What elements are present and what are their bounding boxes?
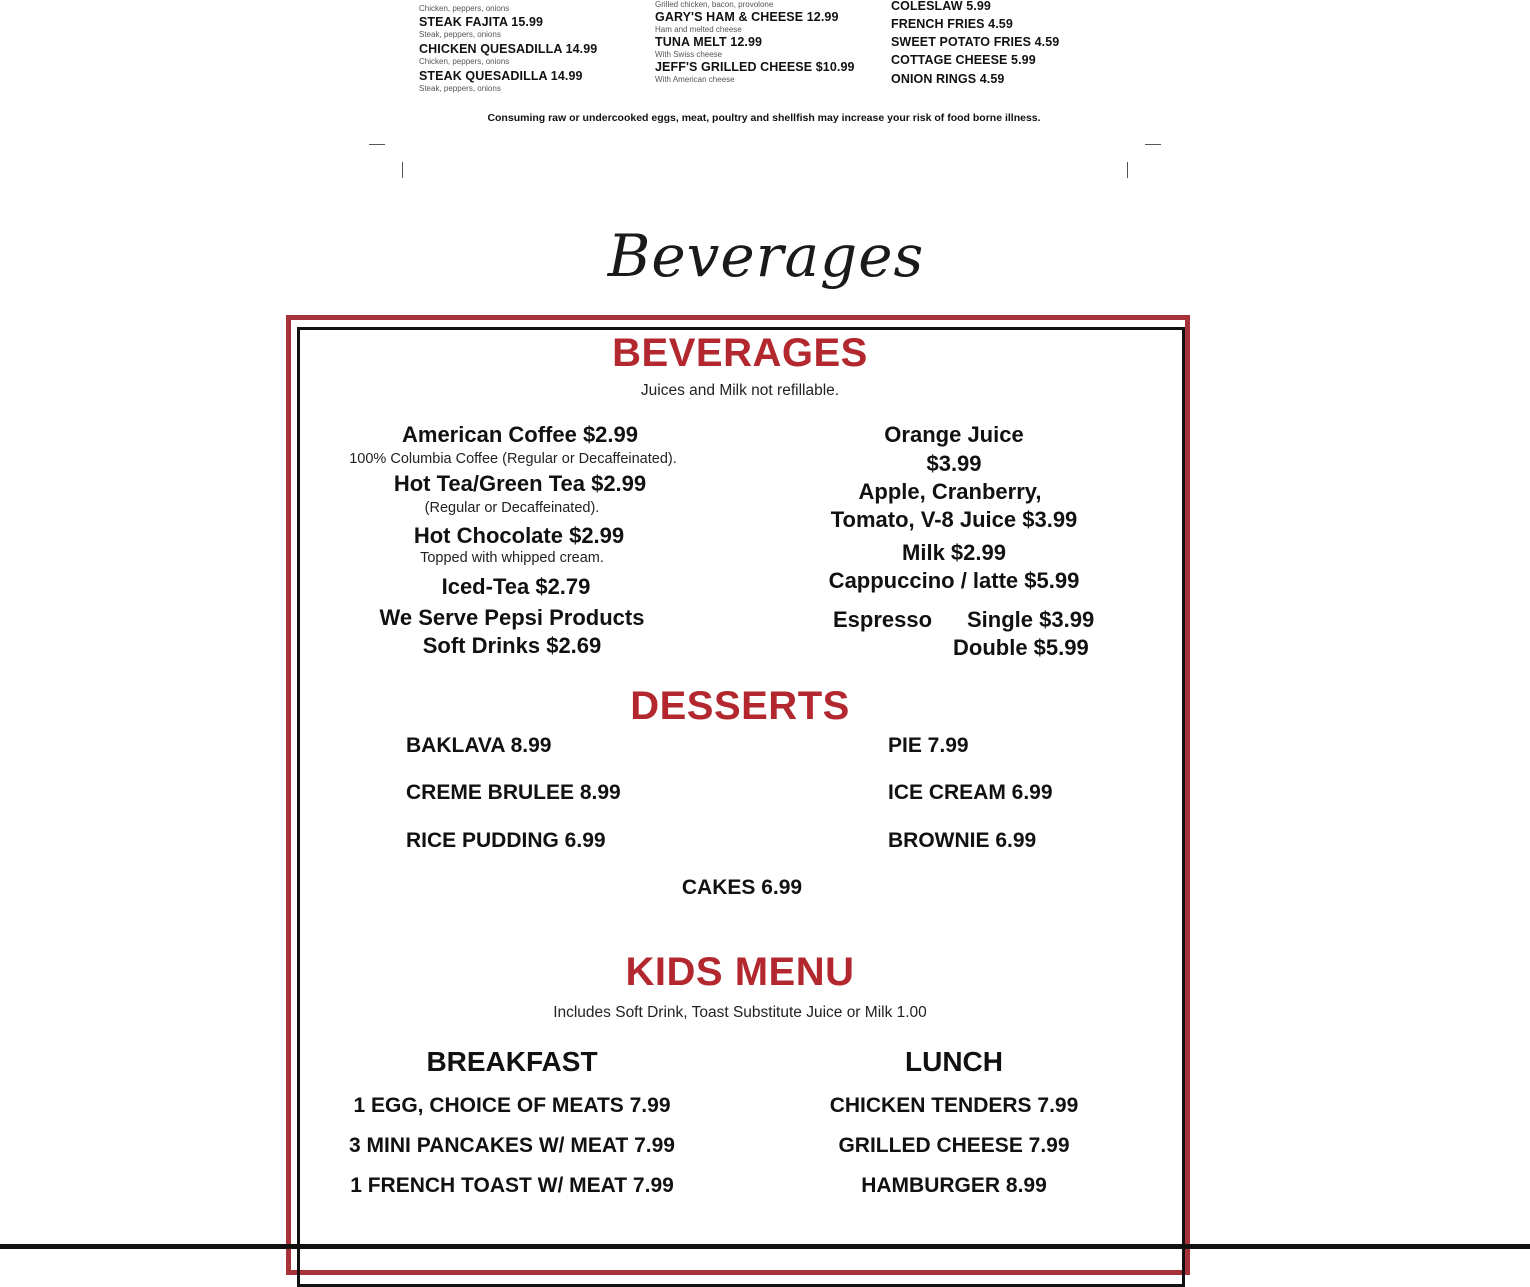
beverage-item: Apple, Cranberry,	[858, 479, 1042, 504]
kids-menu-note: Includes Soft Drink, Toast Substitute Juice or Milk 1.00	[553, 1004, 927, 1021]
beverage-item: Orange Juice	[884, 422, 1024, 447]
beverage-desc: 100% Columbia Coffee (Regular or Decaffeinated).	[349, 451, 677, 467]
beverages-note: Juices and Milk not refillable.	[640, 382, 840, 399]
kids-breakfast-title: BREAKFAST	[426, 1046, 598, 1077]
menu-item-desc: With Swiss cheese	[655, 50, 723, 59]
dessert-item: RICE PUDDING 6.99	[406, 829, 606, 852]
crop-mark	[1145, 144, 1161, 145]
dessert-item: ICE CREAM 6.99	[888, 781, 1053, 804]
beverage-price: $3.99	[926, 451, 982, 476]
kids-item: 3 MINI PANCAKES W/ MEAT 7.99	[349, 1134, 675, 1157]
beverage-item: Cappuccino / latte $5.99	[828, 568, 1080, 593]
kids-item: 1 EGG, CHOICE OF MEATS 7.99	[353, 1094, 671, 1117]
menu-item-desc: Grilled chicken, bacon, provolone	[655, 0, 774, 9]
beverage-item: Milk $2.99	[902, 540, 1006, 565]
beverage-item: Iced-Tea $2.79	[441, 574, 591, 599]
food-safety-disclaimer: Consuming raw or undercooked eggs, meat, poultry and shellfish may increase your risk of food borne illness.	[487, 112, 1041, 124]
beverage-item: Hot Chocolate $2.99	[413, 523, 625, 548]
kids-item: CHICKEN TENDERS 7.99	[829, 1094, 1079, 1117]
beverage-item: Hot Tea/Green Tea $2.99	[393, 471, 647, 496]
menu-item-desc: Steak, peppers, onions	[419, 84, 501, 93]
section-heading: Beverages	[607, 222, 925, 290]
kids-item: 1 FRENCH TOAST W/ MEAT 7.99	[350, 1174, 674, 1197]
menu-item: CHICKEN QUESADILLA 14.99	[419, 42, 598, 56]
menu-item: STEAK QUESADILLA 14.99	[419, 69, 583, 83]
beverage-desc: Topped with whipped cream.	[420, 550, 604, 566]
beverage-item: We Serve Pepsi Products	[379, 605, 645, 630]
menu-item-desc: Chicken, peppers, onions	[419, 57, 510, 66]
dessert-item: CREME BRULEE 8.99	[406, 781, 621, 804]
beverage-item: Soft Drinks $2.69	[422, 633, 602, 658]
menu-item: SWEET POTATO FRIES 4.59	[891, 35, 1060, 49]
beverage-item: Tomato, V-8 Juice $3.99	[830, 507, 1078, 532]
beverage-item: Espresso	[833, 607, 933, 632]
dessert-item: PIE 7.99	[888, 734, 969, 757]
menu-item-desc: Ham and melted cheese	[655, 25, 742, 34]
menu-item: ONION RINGS 4.59	[891, 72, 1005, 86]
menu-item-desc: Steak, peppers, onions	[419, 30, 501, 39]
beverage-desc: (Regular or Decaffeinated).	[424, 500, 600, 516]
desserts-title: DESSERTS	[630, 684, 850, 728]
menu-item-desc: Chicken, peppers, onions	[419, 4, 510, 13]
dessert-item: BROWNIE 6.99	[888, 829, 1037, 852]
crop-mark	[402, 162, 403, 178]
kids-lunch-title: LUNCH	[905, 1046, 1003, 1077]
dessert-item: CAKES 6.99	[681, 876, 803, 899]
kids-item: GRILLED CHEESE 7.99	[838, 1134, 1070, 1157]
menu-item: FRENCH FRIES 4.59	[891, 17, 1013, 31]
menu-item: STEAK FAJITA 15.99	[419, 15, 544, 29]
bottom-divider	[0, 1244, 1530, 1249]
beverage-price: Double $5.99	[953, 635, 1089, 660]
crop-mark	[369, 144, 385, 145]
beverage-price: Single $3.99	[967, 607, 1095, 632]
dessert-item: BAKLAVA 8.99	[406, 734, 552, 757]
menu-item: COLESLAW 5.99	[891, 0, 991, 13]
menu-item: JEFF'S GRILLED CHEESE $10.99	[655, 60, 855, 74]
kids-item: HAMBURGER 8.99	[861, 1174, 1047, 1197]
menu-item: TUNA MELT 12.99	[655, 35, 763, 49]
kids-menu-title: KIDS MENU	[625, 950, 855, 994]
beverage-item: American Coffee $2.99	[402, 422, 638, 447]
menu-item-desc: With American cheese	[655, 75, 735, 84]
menu-item: COTTAGE CHEESE 5.99	[891, 53, 1036, 67]
beverages-title: BEVERAGES	[612, 331, 868, 375]
crop-mark	[1127, 162, 1128, 178]
menu-item: GARY'S HAM & CHEESE 12.99	[655, 10, 839, 24]
